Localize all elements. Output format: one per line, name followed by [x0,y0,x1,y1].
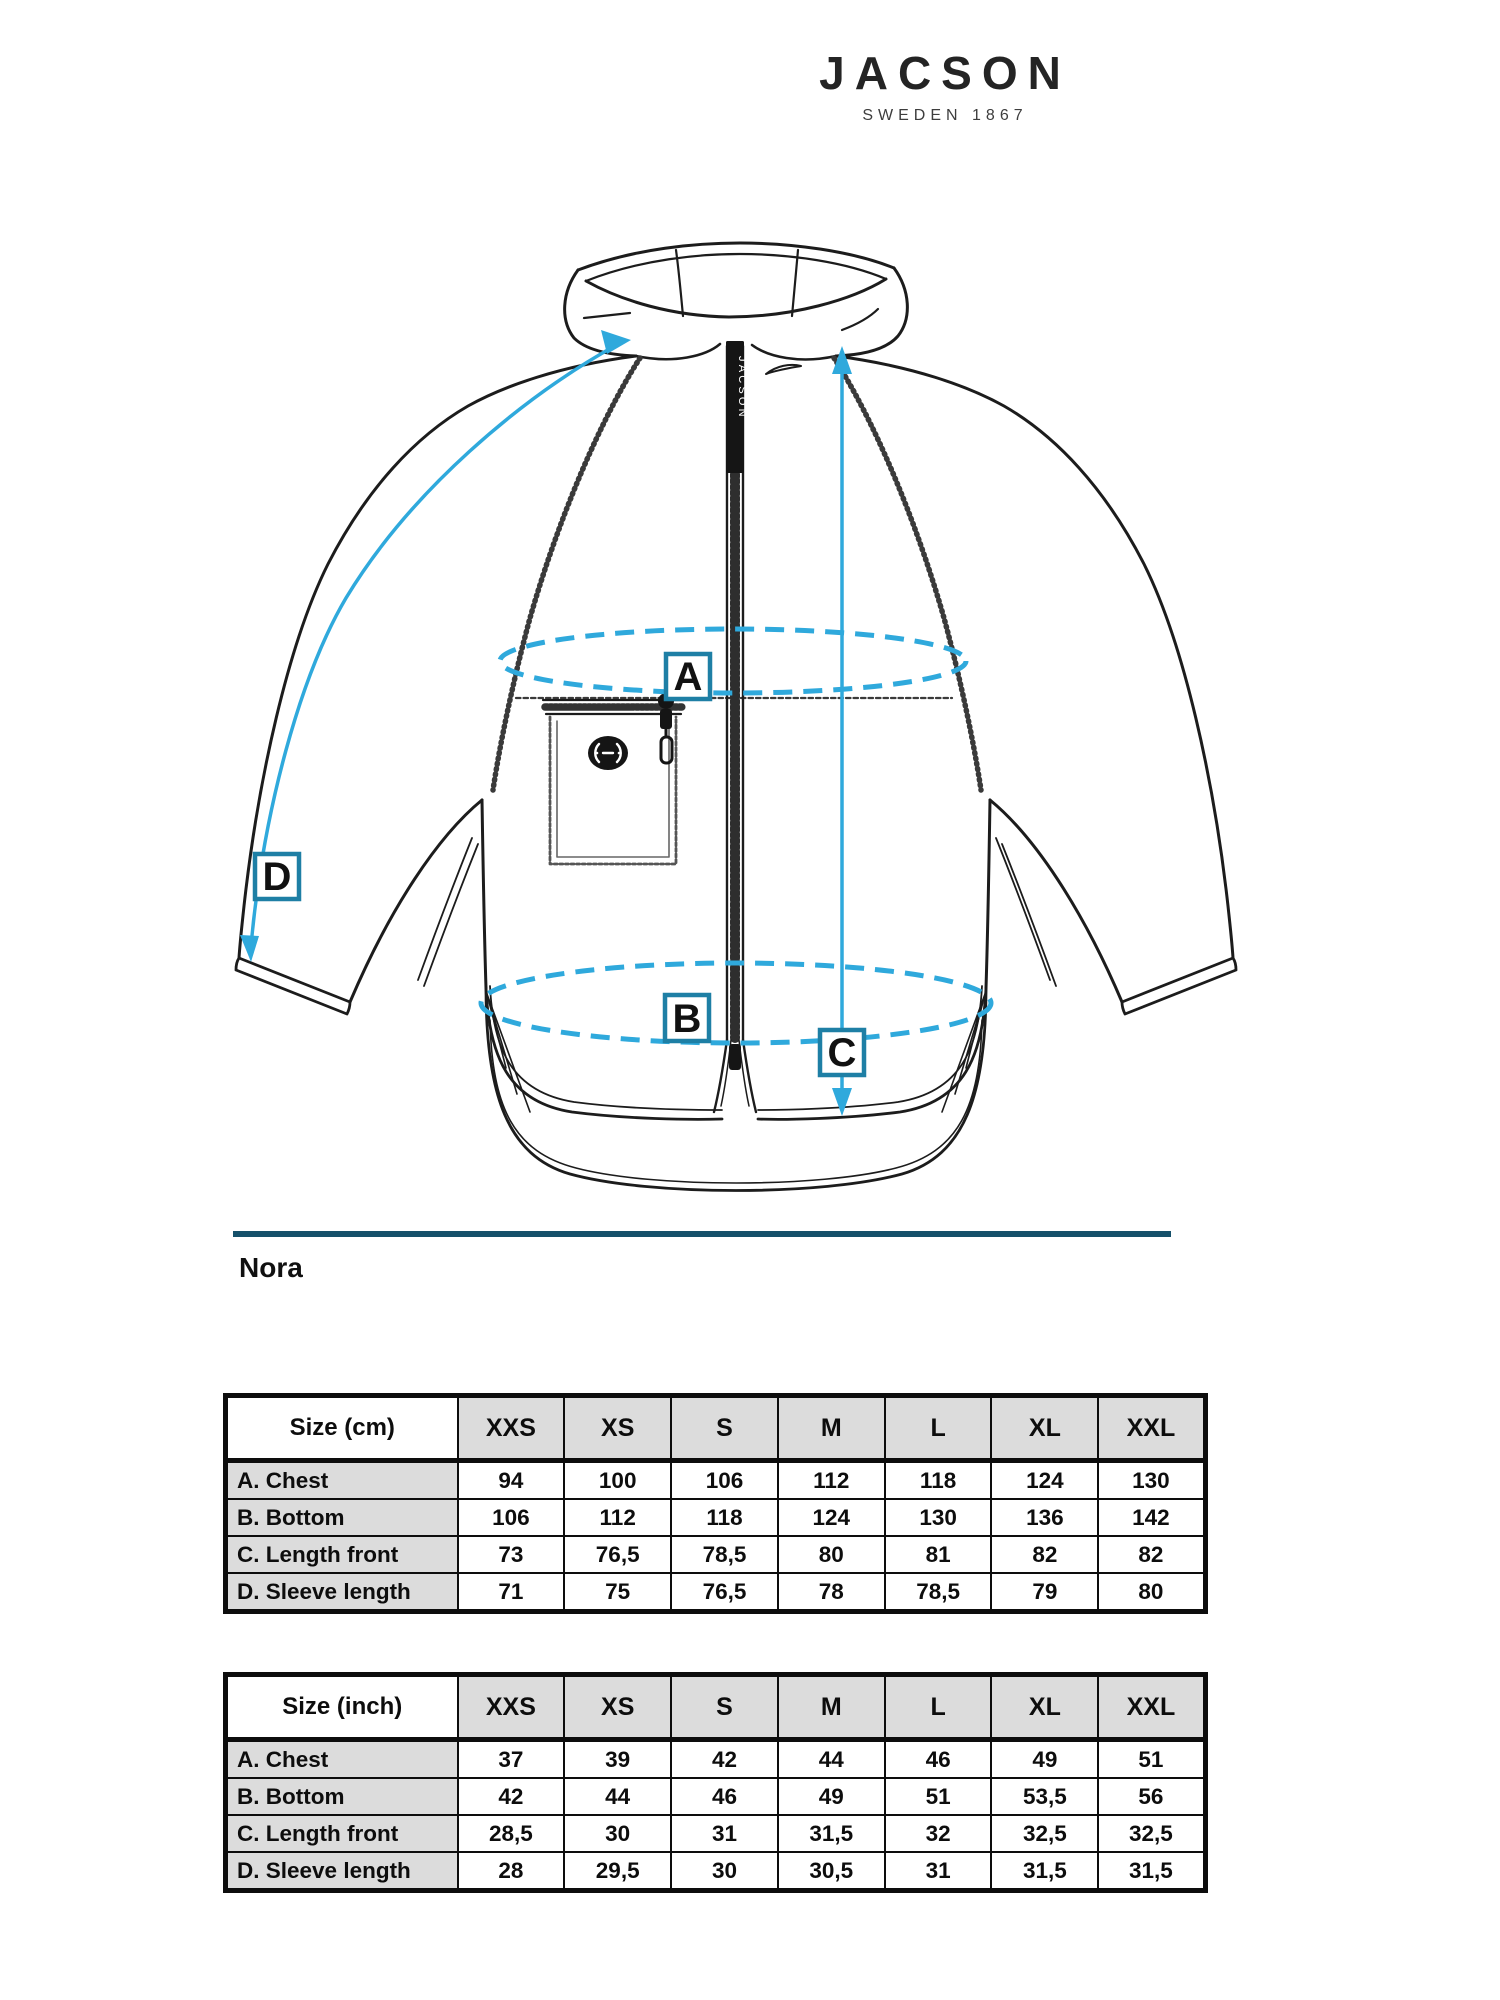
hood-rim-inner [586,254,886,281]
size-column-header: XXL [1098,1396,1205,1461]
raglan-seam-right [834,358,981,790]
zipper-split-left [714,1040,727,1112]
size-column-header: XL [991,1396,1098,1461]
size-value-cell: 32 [885,1815,992,1852]
pocket-pull-loop [661,737,672,763]
size-value-cell: 130 [885,1499,992,1536]
measure-row-label: B. Bottom [226,1499,458,1536]
measure-row-label: D. Sleeve length [226,1573,458,1612]
size-column-header: XXS [458,1396,565,1461]
size-value-cell: 46 [885,1740,992,1779]
measure-row-label: A. Chest [226,1740,458,1779]
label-letter-C: C [827,1031,857,1075]
sleeve-outer-right [836,356,1233,958]
measure-row-label: B. Bottom [226,1778,458,1815]
size-table-cm [223,1393,1204,1614]
size-value-cell: 30 [564,1815,671,1852]
size-table-inch-table [223,1672,1208,1893]
size-value-cell: 75 [564,1573,671,1612]
size-column-header: M [778,1396,885,1461]
size-column-header: XXL [1098,1675,1205,1740]
size-value-cell: 56 [1098,1778,1205,1815]
size-value-cell: 130 [1098,1461,1205,1500]
size-value-cell: 42 [671,1740,778,1779]
size-value-cell: 100 [564,1461,671,1500]
table-row [226,1815,1206,1852]
table-row [226,1499,1206,1536]
size-value-cell: 78,5 [885,1573,992,1612]
length-arrow-down-icon [832,1088,852,1116]
raglan-seam-right-stitches [834,358,981,790]
size-value-cell: 37 [458,1740,565,1779]
table-title: Size (inch) [226,1675,458,1740]
size-value-cell: 112 [564,1499,671,1536]
sleeve-inner-right [990,800,1122,1002]
size-column-header: L [885,1396,992,1461]
sleeve-measure-curve [251,343,620,946]
size-value-cell: 112 [778,1461,885,1500]
size-value-cell: 31,5 [991,1852,1098,1891]
size-value-cell: 32,5 [1098,1815,1205,1852]
size-value-cell: 71 [458,1573,565,1612]
size-value-cell: 76,5 [671,1573,778,1612]
raglan-seam-left [493,358,640,790]
label-letter-A: A [673,655,703,699]
size-value-cell: 78,5 [671,1536,778,1573]
front-hem-right [758,988,986,1119]
sleeve-inner-left [350,800,482,1002]
size-value-cell: 44 [778,1740,885,1779]
size-value-cell: 124 [991,1461,1098,1500]
hood-fold-left [584,313,630,318]
table-row [226,1536,1206,1573]
hood-panel-seam-left [676,250,683,316]
zipper-pull [729,1044,741,1070]
size-value-cell: 80 [1098,1573,1205,1612]
size-value-cell: 44 [564,1778,671,1815]
jacket-sketch [236,243,1236,1191]
side-slit-right [996,838,1056,986]
measure-row-label: D. Sleeve length [226,1852,458,1891]
measure-row-label: A. Chest [226,1461,458,1500]
size-table-cm-table [223,1393,1208,1614]
size-value-cell: 30,5 [778,1852,885,1891]
size-value-cell: 82 [1098,1536,1205,1573]
size-column-header: XXS [458,1675,565,1740]
hood-panel-seam-right [792,250,798,316]
measure-row-label: C. Length front [226,1815,458,1852]
size-value-cell: 78 [778,1573,885,1612]
size-value-cell: 142 [1098,1499,1205,1536]
size-table-inch [223,1672,1204,1893]
size-value-cell: 28,5 [458,1815,565,1852]
measure-row-label: C. Length front [226,1536,458,1573]
size-value-cell: 118 [671,1499,778,1536]
hem-corner-folds-left [487,994,530,1112]
table-header-row [226,1675,1206,1740]
size-value-cell: 51 [885,1778,992,1815]
size-value-cell: 81 [885,1536,992,1573]
size-value-cell: 39 [564,1740,671,1779]
size-value-cell: 28 [458,1852,565,1891]
size-value-cell: 94 [458,1461,565,1500]
hood-side-right [836,268,907,356]
size-value-cell: 46 [671,1778,778,1815]
size-value-cell: 118 [885,1461,992,1500]
brand-name: JACSON [819,47,1071,99]
size-value-cell: 106 [671,1461,778,1500]
size-column-header: S [671,1675,778,1740]
size-column-header: XS [564,1675,671,1740]
table-title: Size (cm) [226,1396,458,1461]
label-letter-D: D [262,855,292,899]
size-column-header: S [671,1396,778,1461]
size-value-cell: 31,5 [778,1815,885,1852]
size-column-header: XL [991,1675,1098,1740]
table-row [226,1573,1206,1612]
table-row [226,1778,1206,1815]
collar-fold-detail [766,365,801,374]
collar-front-left [636,344,720,359]
label-letter-B: B [672,997,702,1041]
size-value-cell: 76,5 [564,1536,671,1573]
size-value-cell: 30 [671,1852,778,1891]
collar-front-right [752,345,836,359]
raglan-seam-left-stitches [493,358,640,790]
size-value-cell: 136 [991,1499,1098,1536]
brand-tagline: SWEDEN 1867 [862,107,1028,124]
size-value-cell: 29,5 [564,1852,671,1891]
table-row [226,1852,1206,1891]
size-column-header: L [885,1675,992,1740]
cuff-left [236,958,350,1014]
table-row [226,1461,1206,1500]
size-column-header: XS [564,1396,671,1461]
size-value-cell: 31 [885,1852,992,1891]
size-value-cell: 82 [991,1536,1098,1573]
size-value-cell: 49 [991,1740,1098,1779]
size-value-cell: 124 [778,1499,885,1536]
size-value-cell: 49 [778,1778,885,1815]
hood-fold-right [842,309,878,330]
body-side-left [482,800,486,988]
zipper-split-right [743,1040,756,1112]
hem-corner-folds-right [942,994,985,1112]
size-value-cell: 53,5 [991,1778,1098,1815]
table-row [226,1740,1206,1779]
hood-opening-edge [586,279,886,317]
size-value-cell: 31 [671,1815,778,1852]
body-side-right [986,800,990,988]
size-value-cell: 73 [458,1536,565,1573]
sleeve-arrow-bottom-icon [240,935,259,962]
size-value-cell: 80 [778,1536,885,1573]
size-value-cell: 42 [458,1778,565,1815]
pocket-zipper-slider-body [660,709,672,729]
size-column-header: M [778,1675,885,1740]
pocket-logo-dot-left [596,752,599,755]
cuff-right [1122,958,1236,1014]
pocket-logo-dot-right [618,752,621,755]
size-value-cell: 106 [458,1499,565,1536]
size-value-cell: 79 [991,1573,1098,1612]
product-name: Nora [239,1252,303,1283]
table-header-row [226,1396,1206,1461]
size-value-cell: 51 [1098,1740,1205,1779]
size-value-cell: 32,5 [991,1815,1098,1852]
section-divider [233,1231,1171,1237]
size-value-cell: 31,5 [1098,1852,1205,1891]
zipper-brand-text: JACSON [736,356,748,420]
